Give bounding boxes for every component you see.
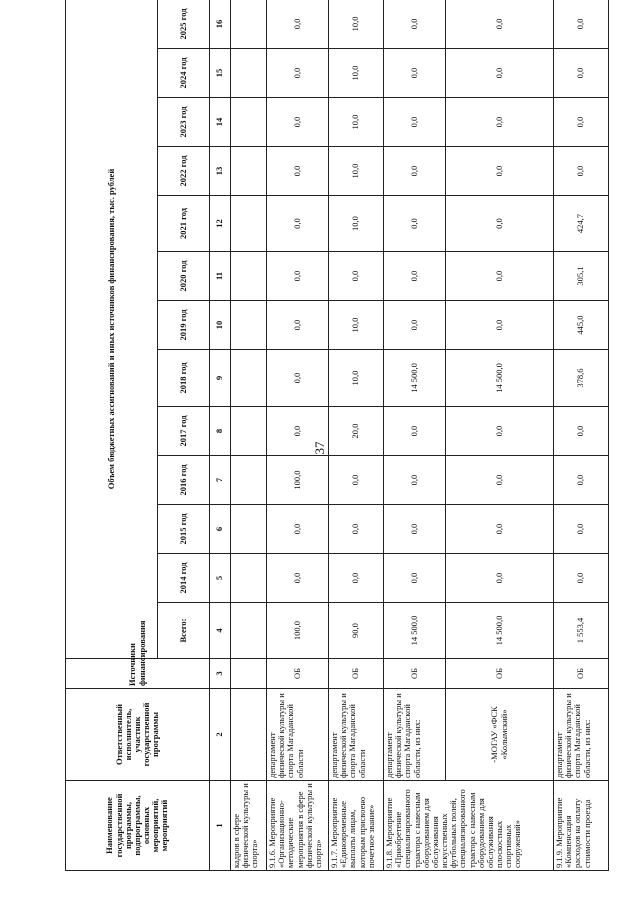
cell-value: 20,0	[329, 407, 384, 456]
cell-value: 10,0	[329, 49, 384, 98]
column-number: 13	[210, 147, 231, 196]
table-row	[329, 0, 384, 871]
cell-value: 0,0	[267, 301, 329, 350]
column-number: 8	[210, 407, 231, 456]
cell-value: 0,0	[554, 147, 609, 196]
cell-value	[231, 505, 267, 554]
cell-value: 0,0	[554, 49, 609, 98]
cell-value: 0,0	[384, 456, 446, 505]
row-executor: департамент физической культуры и спорта Магаданской области, из них:	[384, 689, 446, 781]
cell-value: 0,0	[446, 554, 554, 603]
header-year: 2016 год	[158, 456, 210, 505]
header-year: 2022 год	[158, 147, 210, 196]
cell-value: 0,0	[554, 456, 609, 505]
header-year: 2021 год	[158, 196, 210, 252]
cell-value	[231, 407, 267, 456]
cell-value	[231, 0, 267, 49]
header-year: 2018 год	[158, 350, 210, 407]
cell-value: 0,0	[329, 554, 384, 603]
row-name: 9.1.9. Мероприятие «Компенсация расходов на оплату стоимости проезда	[554, 781, 609, 871]
rotated-page-content	[65, 8, 605, 871]
cell-value	[231, 456, 267, 505]
cell-value: 0,0	[554, 505, 609, 554]
cell-value: 0,0	[446, 407, 554, 456]
table-row	[267, 0, 329, 871]
header-funding-source: Источники финансирования	[66, 659, 210, 689]
header-year: 2015 год	[158, 505, 210, 554]
header-year: 2014 год	[158, 554, 210, 603]
cell-value: 0,0	[267, 49, 329, 98]
funding-table	[65, 0, 609, 871]
cell-value: 100,0	[267, 456, 329, 505]
column-number: 15	[210, 49, 231, 98]
cell-value	[231, 554, 267, 603]
cell-value	[231, 252, 267, 301]
cell-total: 100,0	[267, 603, 329, 659]
header-funding-volume: Объем бюджетных ассигнований и иных источников финансирования, тыс. рублей	[66, 0, 158, 659]
cell-value: 0,0	[446, 98, 554, 147]
cell-value	[231, 98, 267, 147]
cell-value: 378,6	[554, 350, 609, 407]
cell-value: 0,0	[267, 554, 329, 603]
cell-value: 0,0	[384, 0, 446, 49]
column-number: 12	[210, 196, 231, 252]
cell-value: 0,0	[446, 49, 554, 98]
cell-value: 0,0	[267, 252, 329, 301]
cell-value: 0,0	[329, 456, 384, 505]
row-name: 9.1.7. Мероприятие «Единовременные выплаты лицам, которым присвоено почетное звание»	[329, 781, 384, 871]
row-executor: департамент физической культуры и спорта Магаданской области	[267, 689, 329, 781]
cell-value: 0,0	[267, 98, 329, 147]
column-number: 11	[210, 252, 231, 301]
cell-value	[231, 49, 267, 98]
header-total: Всего:	[158, 603, 210, 659]
row-name: 9.1.8. Мероприятие «Приобретение специализированного трактора с навесным оборудованием для обслуживания искусственных футбольных полей, специализированного трактора с навесным оборудованием для обслуживания плоскостных спортивных сооружений»	[384, 781, 554, 871]
row-source: ОБ	[384, 659, 446, 689]
row-name: кадров в сфере физической культуры и спорта»	[231, 781, 267, 871]
column-number: 1	[210, 781, 231, 871]
cell-value: 0,0	[329, 252, 384, 301]
header-year: 2025 год	[158, 0, 210, 49]
header-program-name: Наименование государственной программы, подпрограммы, основных мероприятий, мероприятий	[66, 781, 210, 871]
cell-value: 10,0	[329, 0, 384, 49]
cell-value: 10,0	[329, 301, 384, 350]
cell-value: 445,0	[554, 301, 609, 350]
row-source: ОБ	[554, 659, 609, 689]
column-number: 7	[210, 456, 231, 505]
cell-value: 0,0	[267, 147, 329, 196]
cell-value: 10,0	[329, 350, 384, 407]
cell-value: 0,0	[446, 252, 554, 301]
cell-total	[231, 603, 267, 659]
column-number: 10	[210, 301, 231, 350]
cell-value: 0,0	[554, 407, 609, 456]
cell-value: 0,0	[267, 505, 329, 554]
cell-value: 0,0	[267, 0, 329, 49]
cell-value	[231, 196, 267, 252]
row-source: ОБ	[329, 659, 384, 689]
header-year: 2019 год	[158, 301, 210, 350]
column-number: 5	[210, 554, 231, 603]
cell-value: 424,7	[554, 196, 609, 252]
cell-value: 305,1	[554, 252, 609, 301]
cell-value: 0,0	[384, 407, 446, 456]
column-number: 16	[210, 0, 231, 49]
column-number: 3	[210, 659, 231, 689]
row-source: ОБ	[267, 659, 329, 689]
header-year: 2023 год	[158, 98, 210, 147]
page-number: 37	[312, 441, 327, 455]
table-row	[231, 0, 267, 871]
row-executor	[231, 689, 267, 781]
column-number: 2	[210, 689, 231, 781]
cell-value: 0,0	[446, 147, 554, 196]
cell-value: 0,0	[384, 554, 446, 603]
row-executor: -МОГАУ «ФСК «Колымский»	[446, 689, 554, 781]
column-number: 6	[210, 505, 231, 554]
row-source	[231, 659, 267, 689]
column-number: 9	[210, 350, 231, 407]
cell-value: 0,0	[446, 0, 554, 49]
row-name: 9.1.6. Мероприятие «Организационно-методические мероприятия в сфере физической культуры и спорта»	[267, 781, 329, 871]
row-source: ОБ	[446, 659, 554, 689]
header-year: 2017 год	[158, 407, 210, 456]
table-row	[384, 0, 446, 871]
table-row	[554, 0, 609, 871]
cell-total: 90,0	[329, 603, 384, 659]
cell-value: 0,0	[384, 98, 446, 147]
cell-value: 0,0	[384, 301, 446, 350]
cell-total: 14 500,0	[446, 603, 554, 659]
row-executor: департамент физической культуры и спорта Магаданской области	[329, 689, 384, 781]
cell-value: 0,0	[267, 350, 329, 407]
cell-value: 14 500,0	[384, 350, 446, 407]
cell-value: 0,0	[267, 407, 329, 456]
cell-value: 0,0	[384, 252, 446, 301]
cell-value: 0,0	[446, 456, 554, 505]
cell-total: 14 500,0	[384, 603, 446, 659]
cell-value: 0,0	[554, 0, 609, 49]
cell-value: 14 500,0	[446, 350, 554, 407]
header-year: 2020 год	[158, 252, 210, 301]
cell-total: 1 553,4	[554, 603, 609, 659]
column-number: 4	[210, 603, 231, 659]
cell-value	[231, 350, 267, 407]
cell-value: 10,0	[329, 98, 384, 147]
cell-value: 0,0	[384, 49, 446, 98]
table-row	[446, 0, 554, 871]
cell-value: 0,0	[384, 147, 446, 196]
cell-value: 10,0	[329, 196, 384, 252]
row-executor: департамент физической культуры и спорта Магаданской области, из них:	[554, 689, 609, 781]
cell-value: 10,0	[329, 147, 384, 196]
cell-value	[231, 147, 267, 196]
cell-value: 0,0	[446, 196, 554, 252]
cell-value: 0,0	[446, 505, 554, 554]
cell-value: 0,0	[267, 196, 329, 252]
cell-value: 0,0	[554, 98, 609, 147]
cell-value	[231, 301, 267, 350]
cell-value: 0,0	[554, 554, 609, 603]
cell-value: 0,0	[384, 505, 446, 554]
header-executor: Ответственный исполнитель, участник государственной программы	[66, 689, 210, 781]
header-year: 2024 год	[158, 49, 210, 98]
column-number: 14	[210, 98, 231, 147]
cell-value: 0,0	[446, 301, 554, 350]
cell-value: 0,0	[329, 505, 384, 554]
cell-value: 0,0	[384, 196, 446, 252]
